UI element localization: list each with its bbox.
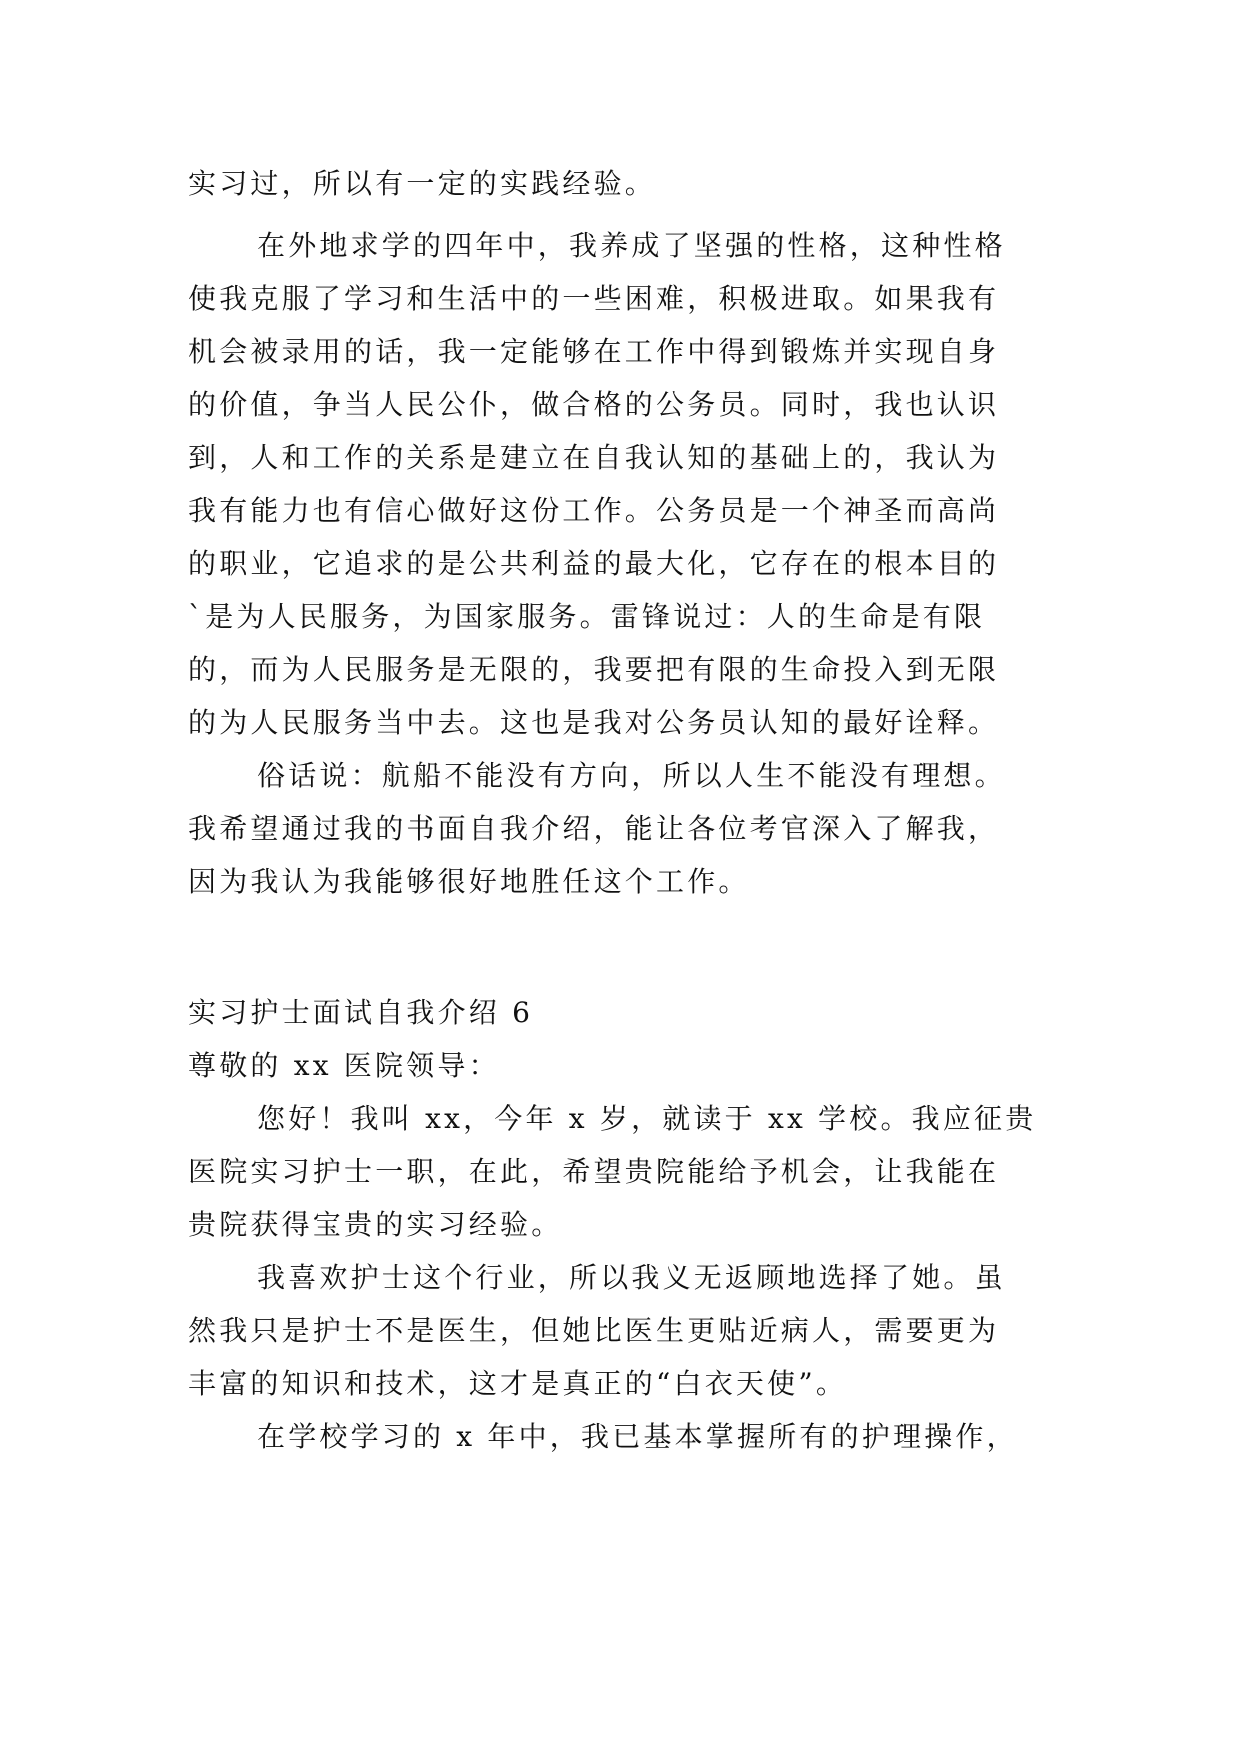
paragraph-line: 的为人民服务当中去。这也是我对公务员认知的最好诠释。 (188, 706, 1000, 739)
paragraph-line: 因为我认为我能够很好地胜任这个工作。 (188, 865, 750, 898)
paragraph-line: 在外地求学的四年中，我养成了坚强的性格，这种性格 (257, 229, 1006, 262)
paragraph-line: 俗话说：航船不能没有方向，所以人生不能没有理想。 (257, 759, 1006, 792)
paragraph-line: `是为人民服务，为国家服务。雷锋说过：人的生命是有限 (188, 600, 986, 633)
paragraph-line: 贵院获得宝贵的实习经验。 (188, 1208, 563, 1241)
paragraph-line: 丰富的知识和技术，这才是真正的“白衣天使”。 (188, 1367, 848, 1400)
section-heading: 实习护士面试自我介绍 6 (188, 996, 534, 1029)
paragraph-line: 的，而为人民服务是无限的，我要把有限的生命投入到无限 (188, 653, 1000, 686)
paragraph-line: 医院实习护士一职，在此，希望贵院能给予机会，让我能在 (188, 1155, 1000, 1188)
paragraph-line: 我希望通过我的书面自我介绍，能让各位考官深入了解我， (188, 812, 1000, 845)
paragraph-line: 机会被录用的话，我一定能够在工作中得到锻炼并实现自身 (188, 335, 1000, 368)
paragraph-line: 的价值，争当人民公仆，做合格的公务员。同时，我也认识 (188, 388, 1000, 421)
paragraph-line: 然我只是护士不是医生，但她比医生更贴近病人，需要更为 (188, 1314, 1000, 1347)
paragraph-line: 到，人和工作的关系是建立在自我认知的基础上的，我认为 (188, 441, 1000, 474)
paragraph-line: 实习过，所以有一定的实践经验。 (188, 167, 657, 200)
paragraph-line: 我喜欢护士这个行业，所以我义无返顾地选择了她。虽 (257, 1261, 1006, 1294)
paragraph-line: 您好！我叫 xx，今年 x 岁，就读于 xx 学校。我应征贵 (257, 1102, 1037, 1135)
paragraph-line: 的职业，它追求的是公共利益的最大化，它存在的根本目的 (188, 547, 1000, 580)
paragraph-line: 在学校学习的 x 年中，我已基本掌握所有的护理操作， (257, 1420, 1018, 1453)
paragraph-line: 使我克服了学习和生活中的一些困难，积极进取。如果我有 (188, 282, 1000, 315)
salutation: 尊敬的 xx 医院领导： (188, 1049, 500, 1082)
paragraph-line: 我有能力也有信心做好这份工作。公务员是一个神圣而高尚 (188, 494, 1000, 527)
